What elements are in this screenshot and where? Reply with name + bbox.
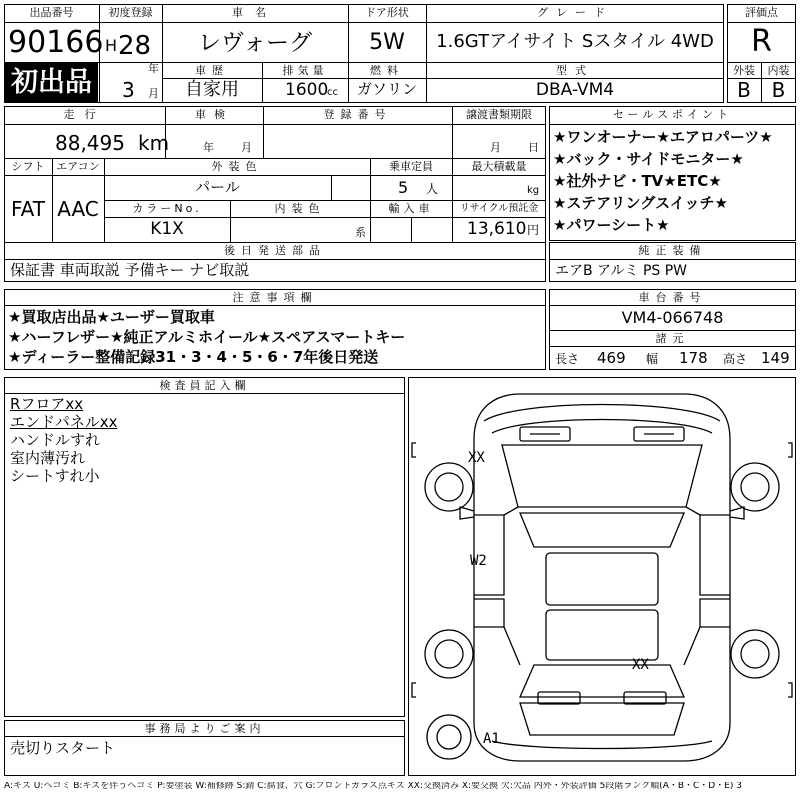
capacity-label: 乗車定員 <box>389 160 433 173</box>
model-code-value: DBA-VM4 <box>535 80 615 100</box>
recycle-label: リサイクル預託金 <box>459 203 539 214</box>
grade-value: 1.6GTアイサイト Sスタイル 4WD <box>436 31 714 52</box>
aircon-label: エアコン <box>56 160 100 173</box>
history-value: 自家用 <box>185 79 239 100</box>
inspection-year-unit: 年 <box>203 141 214 154</box>
length-label: 長さ <box>555 352 580 366</box>
deferred-parts-label: 後日発送部品 <box>224 244 326 257</box>
specs-label: 諸元 <box>655 332 690 345</box>
registration-year-unit: 年 <box>148 62 159 75</box>
inspector-line: Rフロアxx <box>10 395 84 413</box>
inspector-line: ハンドルすれ <box>10 431 101 449</box>
transfer-label: 譲渡書類期限 <box>466 108 532 121</box>
note-line: ★ハーフレザー★純正アルミホイール★スペアスマートキー <box>8 328 406 346</box>
capacity-value: 5 <box>398 178 409 197</box>
capacity-unit: 人 <box>426 182 439 196</box>
exterior-score-value: B <box>737 78 751 102</box>
inspector-label: 検査員記入欄 <box>159 379 250 392</box>
shift-value: FAT <box>10 197 45 221</box>
max-load-label: 最大積載量 <box>471 160 527 173</box>
sales-point-line: ★バック・サイドモニター★ <box>553 150 744 168</box>
width-label: 幅 <box>646 352 659 366</box>
color-no-label: カラーNo. <box>132 202 202 215</box>
inspection-month-unit: 月 <box>241 141 252 154</box>
height-label: 高さ <box>723 352 748 366</box>
inspector-line: 室内薄汚れ <box>10 449 86 467</box>
mileage-unit: km <box>138 131 170 155</box>
recycle-unit: 円 <box>527 223 540 237</box>
registration-era: H <box>105 36 118 55</box>
model-code-label: 型式 <box>556 64 594 77</box>
inspector-line: シートすれ小 <box>10 467 100 485</box>
legend-text: A:キズ U:ヘコミ B:キズを伴うヘコミ P:要塗装 W:補修跡 S:錆 C:腐食、穴 G:フロントガラス点キズ XX:交換済み X:要交換 欠:欠品 内外・外装評価 5段階ランク順(A・B・C・D・E) 3 <box>4 782 743 791</box>
import-label: 輸入車 <box>388 202 434 215</box>
damage-mark: XX <box>632 657 649 673</box>
chassis-label: 車台番号 <box>638 291 707 304</box>
sales-points-label: セールスポイント <box>612 108 732 121</box>
color-no-value: K1X <box>150 219 184 239</box>
note-line: ★買取店出品★ユーザー買取車 <box>8 308 215 326</box>
max-load-unit: kg <box>527 185 540 196</box>
length-value: 469 <box>597 349 626 367</box>
displacement-label: 排気量 <box>282 64 328 77</box>
transfer-day-unit: 日 <box>528 141 539 154</box>
interior-color-label: 内装色 <box>274 202 326 215</box>
displacement-value: 1600 <box>285 80 329 100</box>
registration-month-unit: 月 <box>148 87 159 100</box>
first-listing-badge: 初出品 <box>5 63 98 102</box>
office-value: 売切りスタート <box>10 739 116 757</box>
lot-label: 出品番号 <box>29 6 74 19</box>
office-label: 事務局よりご案内 <box>144 722 265 735</box>
aircon-value: AAC <box>57 197 99 221</box>
deferred-parts-value: 保証書 車両取説 予備キー ナビ取説 <box>10 261 250 279</box>
transfer-month-unit: 月 <box>490 141 501 154</box>
height-value: 149 <box>761 349 790 367</box>
mileage-value: 88,495 <box>55 131 125 155</box>
interior-color-unit: 系 <box>355 226 366 239</box>
sales-point-line: ★パワーシート★ <box>553 216 670 234</box>
interior-score-value: B <box>771 78 786 102</box>
equipment-label: 純正装備 <box>638 244 707 257</box>
note-line: ★ディーラー整備記録31・3・4・5・6・7年後日発送 <box>8 348 379 366</box>
damage-mark: XX <box>468 450 485 466</box>
door-value: 5W <box>369 30 405 55</box>
registration-label: 初度登録 <box>108 6 153 19</box>
displacement-unit: cc <box>327 87 338 98</box>
exterior-color-value: パール <box>195 178 240 196</box>
damage-mark: A1 <box>483 731 500 747</box>
registration-month: 3 <box>122 78 135 102</box>
sales-point-line: ★ワンオーナー★エアロパーツ★ <box>553 128 773 146</box>
grade-label: グレード <box>537 6 613 19</box>
exterior-score-label: 外装 <box>733 64 755 77</box>
shift-label: シフト <box>11 160 45 173</box>
interior-score-label: 内装 <box>767 64 790 77</box>
plate-label: 登録番号 <box>323 108 392 121</box>
car-diagram <box>408 377 796 776</box>
sales-point-line: ★ステアリングスイッチ★ <box>553 194 728 212</box>
lot-number: 90166 <box>8 25 104 60</box>
inspector-line: エンドパネルxx <box>10 413 118 431</box>
notes-label: 注意事項欄 <box>232 291 318 304</box>
inspection-label: 車検 <box>195 108 233 121</box>
car-name-value: レヴォーグ <box>197 30 313 56</box>
damage-mark: W2 <box>470 553 487 569</box>
history-label: 車歴 <box>195 64 229 77</box>
score-label: 評価点 <box>745 6 778 19</box>
width-value: 178 <box>679 349 708 367</box>
equipment-value: エアB アルミ PS PW <box>555 263 688 279</box>
fuel-value: ガソリン <box>356 80 417 98</box>
mileage-label: 走行 <box>63 108 106 121</box>
chassis-value: VM4-066748 <box>621 308 724 327</box>
score-value: R <box>751 24 772 59</box>
recycle-value: 13,610 <box>467 219 527 239</box>
exterior-color-label: 外装色 <box>211 160 263 173</box>
door-label: ドア形状 <box>365 6 409 19</box>
car-name-label: 車名 <box>232 6 278 19</box>
fuel-label: 燃料 <box>370 64 404 77</box>
registration-year: 28 <box>118 31 152 61</box>
sales-point-line: ★社外ナビ・TV★ETC★ <box>553 172 722 190</box>
